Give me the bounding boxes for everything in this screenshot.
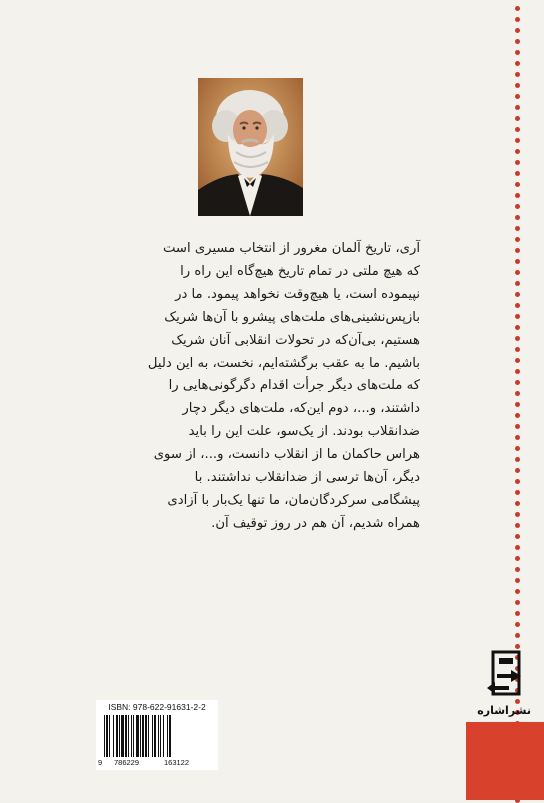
spine-dot [515, 413, 520, 418]
paragraph-line: همراه شدیم، آن هم در روز توقیف آن. [211, 515, 420, 531]
spine-dot [515, 204, 520, 209]
spine-dot [515, 611, 520, 616]
isbn-text: ISBN: 978-622-91631-2-2 [108, 702, 206, 712]
spine-dot [515, 622, 520, 627]
spine-dot [515, 237, 520, 242]
barcode-bar [109, 715, 110, 757]
spine-dot [515, 600, 520, 605]
spine-dot [515, 28, 520, 33]
spine-dot [515, 171, 520, 176]
barcode-label [96, 700, 218, 770]
spine-dot [515, 270, 520, 275]
spine-dot [515, 424, 520, 429]
barcode-bar [163, 715, 164, 757]
spine-dot [515, 567, 520, 572]
paragraph-line: نپیموده است، یا هیچ‌وقت نخواهد پیمود. ما در [175, 286, 420, 302]
barcode-digits-right: 163122 [164, 758, 190, 767]
paragraph-line: دیگر، آن‌ها ترسی از ضدانقلاب نداشتند. با [194, 470, 420, 486]
spine-dot [515, 358, 520, 363]
spine-dot [515, 160, 520, 165]
barcode-bar [160, 715, 161, 757]
spine-dot [515, 105, 520, 110]
paragraph-line: بازپس‌نشینی‌های ملت‌های پیشرو با آن‌ها شریک [164, 309, 420, 325]
spine-dot [515, 578, 520, 583]
spine-dot [515, 512, 520, 517]
spine-dot [515, 523, 520, 528]
barcode-bar [119, 715, 120, 757]
barcode-bar [145, 715, 147, 757]
spine-dot [515, 259, 520, 264]
spine-dot [515, 226, 520, 231]
barcode-bar [128, 715, 129, 757]
paragraph-line: باشیم. ما به عقب برگشته‌ایم، نخست، به این دلیل [147, 355, 420, 371]
barcode-bar [136, 715, 139, 757]
spine-dot [515, 490, 520, 495]
spine-dot [515, 116, 520, 121]
paragraph-line: ضدانقلاب بودند. از یک‌سو، علت این را باید [188, 424, 420, 440]
spine-dot [515, 17, 520, 22]
paragraph-line: داشتند، و...، دوم این‌که، ملت‌های دیگر دچار [182, 401, 420, 417]
spine-dot [515, 501, 520, 506]
publisher-logo-icon [485, 650, 527, 702]
spine-dot [515, 83, 520, 88]
barcode-bar [113, 715, 114, 757]
spine-dot [515, 281, 520, 286]
spine-dot [515, 347, 520, 352]
spine-dot [515, 391, 520, 396]
spine-dot [515, 446, 520, 451]
barcode-bar [133, 715, 134, 757]
spine-dot [515, 325, 520, 330]
barcode-bar [154, 715, 156, 757]
barcode-bar [131, 715, 132, 757]
paragraph-line: هراس حاکمان ما از انقلاب دانست، و...، از سوی [153, 447, 420, 463]
spine-dot [515, 534, 520, 539]
spine-dot [515, 127, 520, 132]
spine-dot [515, 138, 520, 143]
spine-dot [515, 149, 520, 154]
spine-dot [515, 633, 520, 638]
barcode-bar [169, 715, 171, 757]
spine-dot [515, 457, 520, 462]
barcode-digit-first: 9 [98, 758, 103, 767]
spine-dot [515, 479, 520, 484]
spine-dot [515, 435, 520, 440]
barcode-bar [158, 715, 159, 757]
spine-dot [515, 380, 520, 385]
barcode-bar [125, 715, 127, 757]
barcode-bar [142, 715, 144, 757]
barcode-bar [121, 715, 124, 757]
barcode-bar [140, 715, 141, 757]
spine-dot [515, 556, 520, 561]
spine-dot [515, 39, 520, 44]
spine-dot [515, 589, 520, 594]
barcode-bar [106, 715, 108, 757]
portrait-image [198, 78, 303, 216]
spine-dot [515, 369, 520, 374]
spine-dot [515, 248, 520, 253]
spine-dot [515, 303, 520, 308]
spine-dot [515, 61, 520, 66]
spine-dot [515, 644, 520, 649]
paragraph-line: آری، تاریخ آلمان مغرور از انتخاب مسیری است [162, 241, 420, 256]
paragraph-line: که ملت‌های دیگر جرأت اقدام دگرگونی‌هایی را [168, 378, 420, 394]
barcode-bar [148, 715, 149, 757]
back-cover-paragraph [112, 238, 420, 536]
spine-dot [515, 468, 520, 473]
publisher-name: نشراشاره [477, 704, 531, 717]
red-corner-block [466, 722, 544, 800]
barcode-bar [167, 715, 168, 757]
publisher-logo [479, 650, 531, 730]
barcode-bar [116, 715, 118, 757]
spine-dot [515, 182, 520, 187]
spine-dot [515, 402, 520, 407]
spine-dot [515, 292, 520, 297]
spine-dot [515, 6, 520, 11]
spine-dot [515, 94, 520, 99]
spine-dot [515, 545, 520, 550]
barcode-digits-left: 786229 [114, 758, 140, 767]
paragraph-line: هستیم، بی‌آن‌که در تحولات انقلابی آنان شریک [171, 332, 420, 348]
paragraph-line: پیشگامی سرکردگان‌مان، ما تنها یک‌بار با آزادی [167, 492, 420, 508]
portrait-illustration [198, 78, 303, 216]
spine-dot [515, 336, 520, 341]
barcode-bars [104, 715, 210, 757]
barcode-bar [104, 715, 105, 757]
spine-dot [515, 215, 520, 220]
spine-dot [515, 72, 520, 77]
spine-dot [515, 50, 520, 55]
paragraph-line: که هیچ ملتی در تمام تاریخ هیچ‌گاه این راه را [180, 263, 420, 279]
spine-dot [515, 193, 520, 198]
barcode-bar [152, 715, 153, 757]
spine-dot [515, 314, 520, 319]
